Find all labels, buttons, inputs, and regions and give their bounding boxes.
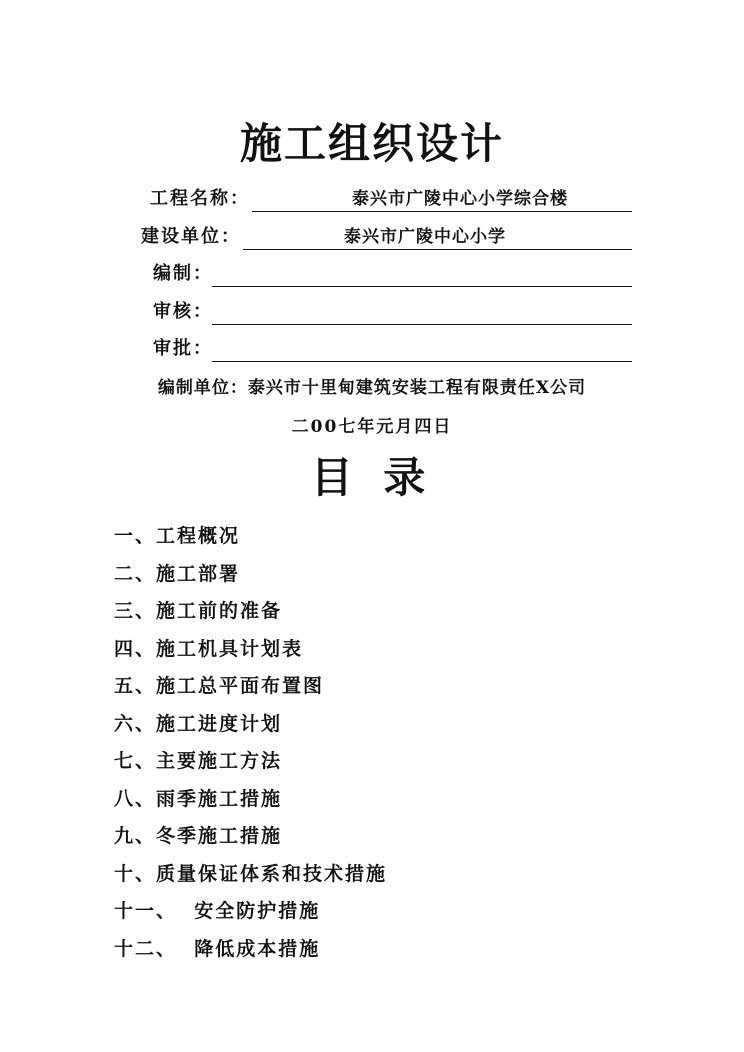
reviewed-by-field — [153, 295, 632, 325]
compiling-unit: 编制单位：泰兴市十里甸建筑安装工程有限责任X公司 — [157, 378, 587, 398]
toc-item: 十一、 安全防护措施 — [114, 900, 321, 922]
project-name-field — [150, 182, 632, 212]
table-of-contents — [114, 518, 387, 968]
toc-item: 八、雨季施工措施 — [114, 787, 283, 810]
approved-by-underline — [212, 333, 632, 362]
document-date: 二00七年元月四日 — [291, 417, 453, 437]
toc-item: 七、主要施工方法 — [114, 750, 283, 772]
toc-item: 一、工程概况 — [114, 525, 241, 547]
document-title: 施工组织设计 — [239, 119, 504, 168]
toc-item: 四、施工机具计划表 — [114, 637, 304, 660]
toc-item: 二、施工部署 — [114, 562, 241, 585]
toc-item: 三、施工前的准备 — [114, 600, 283, 622]
builder-value: 泰兴市广陵中心小学 — [344, 227, 506, 247]
compiled-by-underline — [212, 258, 632, 287]
toc-item: 六、施工进度计划 — [114, 712, 283, 735]
toc-item: 五、施工总平面布置图 — [114, 675, 325, 697]
reviewed-by-underline — [212, 296, 632, 325]
project-name-value: 泰兴市广陵中心小学综合楼 — [352, 189, 568, 209]
toc-item: 九、冬季施工措施 — [114, 825, 283, 847]
approved-by-label: 审批： — [153, 338, 213, 359]
compiled-by-field — [153, 257, 632, 287]
approved-by-field — [153, 332, 632, 362]
toc-item: 十二、 降低成本措施 — [114, 937, 321, 960]
project-name-label: 工程名称： — [150, 188, 250, 209]
compiled-by-label: 编制： — [153, 263, 213, 284]
toc-item: 十、质量保证体系和技术措施 — [114, 862, 388, 885]
builder-field — [141, 220, 632, 250]
toc-title: 目 录 — [310, 453, 434, 502]
reviewed-by-label: 审核： — [153, 301, 213, 322]
builder-label: 建设单位： — [141, 226, 241, 247]
